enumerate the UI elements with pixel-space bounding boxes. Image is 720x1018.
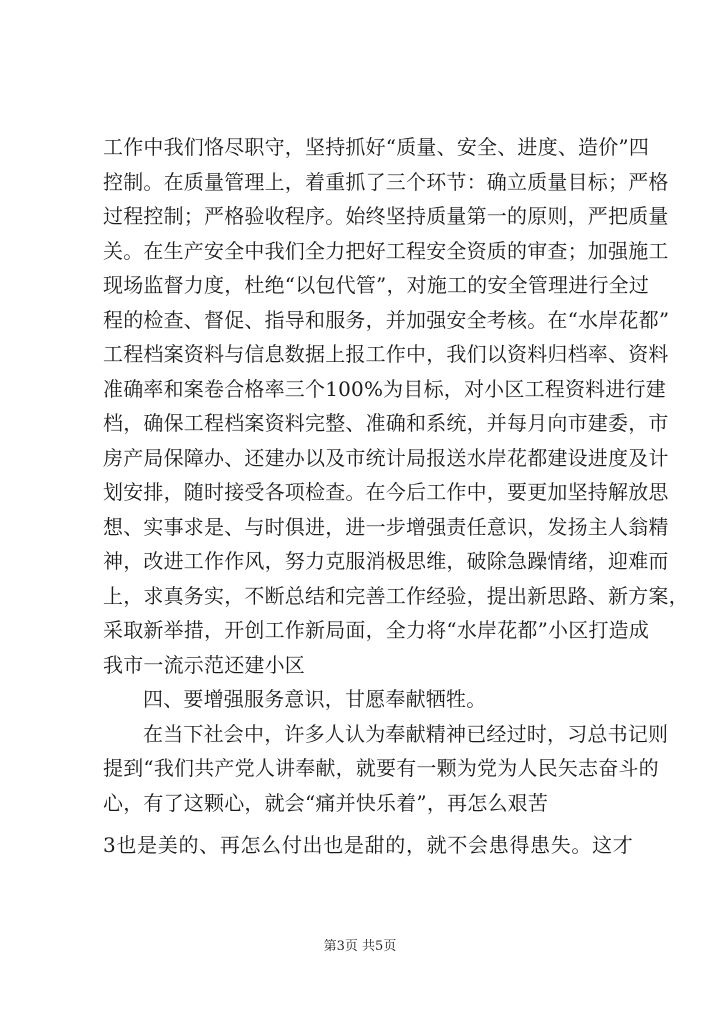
text-line: 上，求真务实，不断总结和完善工作经验，提出新思路、新方案， bbox=[103, 583, 689, 608]
text-line: 现场监督力度，杜绝“以包代管”，对施工的安全管理进行全过 bbox=[103, 273, 650, 297]
text-line: 3也是美的、再怎么付出也是甜的，就不会患得患失。这才 bbox=[103, 833, 633, 857]
paragraph-gap bbox=[103, 820, 633, 828]
text-line: 工作中我们恪尽职守，坚持抓好“质量、安全、进度、造价”四 bbox=[103, 135, 650, 159]
paragraph-1 bbox=[103, 130, 689, 682]
text-line: 划安排，随时接受各项检查。在今后工作中，要更加坚持解放思 bbox=[103, 480, 669, 504]
text-line: 想、实事求是、与时俱进，进一步增强责任意识，发扬主人翁精 bbox=[103, 514, 669, 539]
text-line: 采取新举措，开创工作新局面，全力将“水岸花都”小区打造成 bbox=[103, 618, 650, 642]
section-heading: 四、要增强服务意识，甘愿奉献牺牲。 bbox=[143, 687, 487, 711]
text-line: 心，有了这颗心，就会“痛并快乐着”，再怎么艰苦 bbox=[103, 790, 549, 815]
paragraph-2 bbox=[103, 717, 669, 821]
text-line: 关。在生产安全中我们全力把好工程安全资质的审查；加强施工 bbox=[103, 238, 669, 263]
text-line: 程的检查、督促、指导和服务，并加强安全考核。在“水岸花都” bbox=[103, 307, 670, 332]
text-line: 房产局保障办、还建办以及市统计局报送水岸花都建设进度及计 bbox=[103, 445, 669, 470]
text-line: 过程控制；严格验收程序。始终坚持质量第一的原则，严把质量 bbox=[103, 204, 669, 228]
text-line: 我市一流示范还建小区 bbox=[103, 652, 305, 677]
text-line: 控制。在质量管理上，着重抓了三个环节：确立质量目标；严格 bbox=[103, 169, 669, 194]
paragraph-3 bbox=[103, 828, 633, 863]
text-line: 准确率和案卷合格率三个100%为目标，对小区工程资料进行建 bbox=[103, 376, 666, 401]
text-line: 工程档案资料与信息数据上报工作中，我们以资料归档率、资料 bbox=[103, 342, 669, 366]
page-footer: 第3页 共5页 bbox=[323, 939, 397, 954]
text-line: 档，确保工程档案资料完整、准确和系统，并每月向市建委，市 bbox=[103, 411, 669, 435]
text-line: 提到“我们共产党人讲奉献，就要有一颗为党为人民矢志奋斗的 bbox=[103, 756, 659, 780]
text-line: 在当下社会中，许多人认为奉献精神已经过时，习总书记则 bbox=[143, 721, 669, 746]
text-line: 神，改进工作作风，努力克服消极思维，破除急躁情绪，迎难而 bbox=[103, 549, 669, 573]
body-text bbox=[103, 130, 689, 863]
